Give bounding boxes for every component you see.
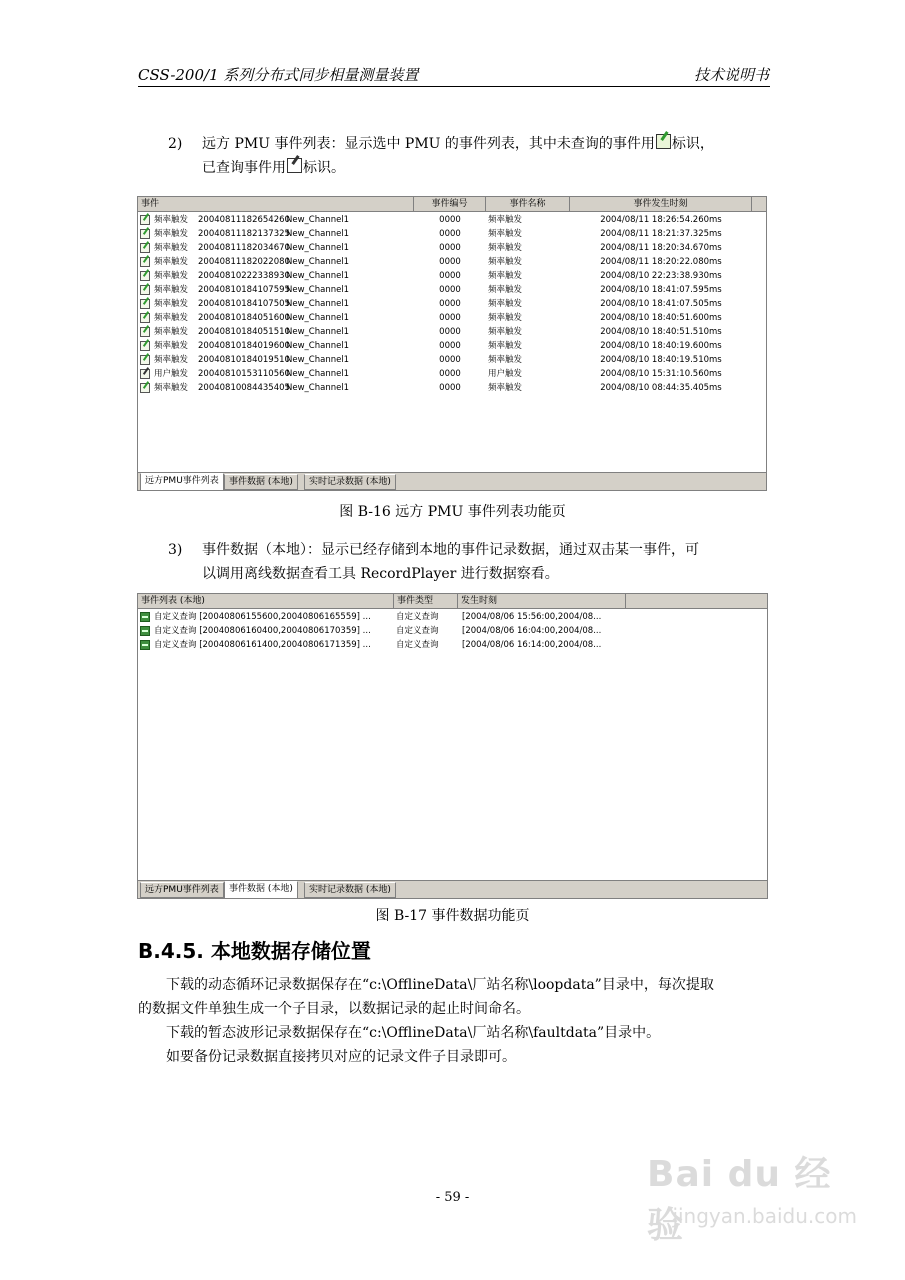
event-id-cell: 20040810184107595 (198, 285, 290, 295)
column-header-occur-time[interactable]: 发生时刻 (458, 594, 626, 608)
local-event-time-cell: [2004/08/06 16:04:00,2004/08... (462, 626, 602, 636)
unread-event-icon (140, 285, 150, 295)
event-channel-cell: New_Channel1 (286, 243, 350, 253)
event-type-cell: 频率触发 (154, 299, 189, 309)
event-channel-cell: New_Channel1 (286, 271, 350, 281)
event-time-cell: 2004/08/10 18:41:07.595ms (600, 285, 722, 295)
item2-number: 2) (168, 136, 183, 152)
event-name-cell: 频率触发 (488, 327, 523, 337)
event-type-cell: 频率触发 (154, 355, 189, 365)
event-code-cell: 0000 (439, 285, 461, 295)
event-list-row[interactable] (138, 381, 766, 395)
record-data-icon (140, 640, 150, 650)
event-type-cell: 频率触发 (154, 215, 189, 225)
event-channel-cell: New_Channel1 (286, 383, 350, 393)
event-type-cell: 频率触发 (154, 383, 189, 393)
header-rule (138, 86, 770, 87)
event-channel-cell: New_Channel1 (286, 313, 350, 323)
event-channel-cell: New_Channel1 (286, 285, 350, 295)
item3-text (202, 538, 772, 586)
event-name-cell: 频率触发 (488, 313, 523, 323)
section-p3: 如要备份记录数据直接拷贝对应的记录文件子目录即可。 (166, 1049, 516, 1065)
event-time-cell: 2004/08/10 15:31:10.560ms (600, 369, 722, 379)
local-event-name-cell: 自定义查询 [20040806160400,20040806170359] ... (154, 626, 371, 636)
unread-event-icon (140, 299, 150, 309)
event-id-cell: 20040810184019600 (198, 341, 290, 351)
event-list-row[interactable] (138, 353, 766, 367)
record-data-icon (140, 612, 150, 622)
local-event-time-cell: [2004/08/06 16:14:00,2004/08... (462, 640, 602, 650)
header-right-title: 技术说明书 (693, 66, 769, 84)
item3-line2: 以调用离线数据查看工具 RecordPlayer 进行数据察看。 (202, 566, 559, 582)
event-id-cell: 20040810084435405 (198, 383, 290, 393)
local-event-row[interactable] (138, 610, 767, 624)
local-event-row[interactable] (138, 624, 767, 638)
event-list-row[interactable] (138, 227, 766, 241)
event-list-row[interactable] (138, 255, 766, 269)
unread-event-icon (140, 341, 150, 351)
event-type-cell: 频率触发 (154, 271, 189, 281)
event-time-cell: 2004/08/10 18:40:19.510ms (600, 355, 722, 365)
item2-line1-b: 标识， (671, 136, 714, 152)
event-code-cell: 0000 (439, 243, 461, 253)
event-code-cell: 0000 (439, 313, 461, 323)
event-code-cell: 0000 (439, 299, 461, 309)
event-id-cell: 20040811182022080 (198, 257, 290, 267)
section-body (138, 973, 772, 1069)
fig16-tab-bar (138, 472, 766, 490)
event-list-row[interactable] (138, 311, 766, 325)
watermark-logo: Bai du 经验 (647, 1154, 832, 1246)
event-id-cell: 20040811182034670 (198, 243, 290, 253)
event-type-cell: 频率触发 (154, 285, 189, 295)
event-id-cell: 20040811182654260 (198, 215, 290, 225)
event-id-cell: 20040810184051600 (198, 313, 290, 323)
event-type-cell: 频率触发 (154, 313, 189, 323)
column-header-event-code[interactable]: 事件编号 (414, 197, 486, 211)
event-channel-cell: New_Channel1 (286, 355, 350, 365)
event-id-cell: 20040810184107505 (198, 299, 290, 309)
local-event-time-cell: [2004/08/06 15:56:00,2004/08... (462, 612, 602, 622)
event-name-cell: 频率触发 (488, 243, 523, 253)
unread-event-icon (140, 383, 150, 393)
unread-event-icon (140, 327, 150, 337)
remote-pmu-event-list-window (137, 196, 767, 491)
unread-event-icon (140, 355, 150, 365)
event-list-header (138, 197, 766, 212)
item2-line2-b: 标识。 (303, 160, 345, 176)
event-channel-cell: New_Channel1 (286, 327, 350, 337)
event-type-cell: 频率触发 (154, 341, 189, 351)
item3-line1: 事件数据（本地）：显示已经存储到本地的事件记录数据，通过双击某一事件，可 (202, 542, 699, 558)
section-title: B.4.5. 本地数据存储位置 (138, 939, 371, 963)
item2-line2-a: 已查询事件用 (202, 160, 286, 176)
figure-b17-caption: 图 B-17 事件数据功能页 (375, 908, 530, 924)
unread-event-icon (140, 313, 150, 323)
column-header-event-time[interactable]: 事件发生时刻 (570, 197, 752, 211)
event-code-cell: 0000 (439, 355, 461, 365)
unread-event-icon (140, 229, 150, 239)
item2-text (202, 132, 772, 180)
event-name-cell: 频率触发 (488, 229, 523, 239)
tab-event-data-local[interactable]: 事件数据 (本地) (224, 474, 298, 490)
local-event-type-cell: 自定义查询 (396, 612, 439, 622)
event-code-cell: 0000 (439, 341, 461, 351)
column-header-event-type[interactable]: 事件类型 (394, 594, 458, 608)
event-channel-cell: New_Channel1 (286, 369, 350, 379)
unread-event-icon (140, 243, 150, 253)
event-time-cell: 2004/08/10 18:40:19.600ms (600, 341, 722, 351)
event-name-cell: 频率触发 (488, 383, 523, 393)
event-list-row[interactable] (138, 367, 766, 381)
read-event-icon (140, 369, 150, 379)
local-event-data-window (137, 593, 768, 899)
event-name-cell: 频率触发 (488, 355, 523, 365)
event-time-cell: 2004/08/10 18:40:51.510ms (600, 327, 722, 337)
event-id-cell: 20040810153110560 (198, 369, 290, 379)
event-name-cell: 频率触发 (488, 271, 523, 281)
event-code-cell: 0000 (439, 257, 461, 267)
section-p2: 下载的暂态波形记录数据保存在“c:\OfflineData\厂站名称\faultdata”目录中。 (166, 1025, 661, 1041)
column-header-event-name[interactable]: 事件名称 (486, 197, 570, 211)
event-list-row[interactable] (138, 213, 766, 227)
event-name-cell: 频率触发 (488, 285, 523, 295)
event-name-cell: 频率触发 (488, 341, 523, 351)
tab-realtime-record-local[interactable]: 实时记录数据 (本地) (304, 882, 396, 898)
event-name-cell: 频率触发 (488, 299, 523, 309)
event-time-cell: 2004/08/11 18:20:34.670ms (600, 243, 722, 253)
event-code-cell: 0000 (439, 215, 461, 225)
event-name-cell: 频率触发 (488, 257, 523, 267)
watermark-url: jingyan.baidu.com (672, 1204, 857, 1228)
event-id-cell: 20040810222338930 (198, 271, 290, 281)
local-event-type-cell: 自定义查询 (396, 640, 439, 650)
section-p1-line1: 下载的动态循环记录数据保存在“c:\OfflineData\厂站名称\loopdata”目录中，每次提取 (166, 977, 714, 993)
event-time-cell: 2004/08/11 18:21:37.325ms (600, 229, 722, 239)
item2-line1-a: 远方 PMU 事件列表：显示选中 PMU 的事件列表，其中未查询的事件用 (202, 136, 655, 152)
event-name-cell: 频率触发 (488, 215, 523, 225)
event-channel-cell: New_Channel1 (286, 257, 350, 267)
tab-event-data-local[interactable]: 事件数据 (本地) (224, 881, 298, 898)
local-event-name-cell: 自定义查询 [20040806155600,20040806165559] ... (154, 612, 371, 622)
event-id-cell: 20040810184019510 (198, 355, 290, 365)
event-channel-cell: New_Channel1 (286, 229, 350, 239)
event-list-row[interactable] (138, 269, 766, 283)
local-event-row[interactable] (138, 638, 767, 652)
event-time-cell: 2004/08/10 18:41:07.505ms (600, 299, 722, 309)
event-list-row[interactable] (138, 325, 766, 339)
unread-event-icon (140, 271, 150, 281)
event-code-cell: 0000 (439, 369, 461, 379)
event-time-cell: 2004/08/10 22:23:38.930ms (600, 271, 722, 281)
event-type-cell: 频率触发 (154, 243, 189, 253)
unread-event-icon (656, 134, 671, 149)
event-type-cell: 频率触发 (154, 229, 189, 239)
event-channel-cell: New_Channel1 (286, 299, 350, 309)
section-p1-line2: 的数据文件单独生成一个子目录，以数据记录的起止时间命名。 (138, 1001, 530, 1017)
event-time-cell: 2004/08/10 08:44:35.405ms (600, 383, 722, 393)
event-name-cell: 用户触发 (488, 369, 523, 379)
unread-event-icon (140, 215, 150, 225)
event-code-cell: 0000 (439, 271, 461, 281)
event-time-cell: 2004/08/10 18:40:51.600ms (600, 313, 722, 323)
baidu-jingyan-watermark (647, 1146, 857, 1246)
event-type-cell: 频率触发 (154, 327, 189, 337)
event-code-cell: 0000 (439, 229, 461, 239)
event-list-row[interactable] (138, 241, 766, 255)
event-time-cell: 2004/08/11 18:26:54.260ms (600, 215, 722, 225)
local-event-type-cell: 自定义查询 (396, 626, 439, 636)
event-list-row[interactable] (138, 283, 766, 297)
figure-b16-caption: 图 B-16 远方 PMU 事件列表功能页 (339, 504, 566, 520)
event-list-row[interactable] (138, 297, 766, 311)
unread-event-icon (140, 257, 150, 267)
column-header-event[interactable]: 事件 (138, 197, 414, 211)
read-event-icon (287, 158, 302, 173)
header-left-title: CSS-200/1 系列分布式同步相量测量装置 (138, 66, 419, 84)
event-code-cell: 0000 (439, 327, 461, 337)
event-type-cell: 频率触发 (154, 257, 189, 267)
event-id-cell: 20040811182137325 (198, 229, 290, 239)
local-event-name-cell: 自定义查询 [20040806161400,20040806171359] ... (154, 640, 371, 650)
column-header-local-event-list[interactable]: 事件列表 (本地) (138, 594, 394, 608)
event-time-cell: 2004/08/11 18:20:22.080ms (600, 257, 722, 267)
event-channel-cell: New_Channel1 (286, 215, 350, 225)
record-data-icon (140, 626, 150, 636)
tab-remote-pmu-event-list[interactable]: 远方PMU事件列表 (140, 473, 224, 490)
local-event-list-header (138, 594, 767, 609)
tab-remote-pmu-event-list[interactable]: 远方PMU事件列表 (140, 882, 224, 898)
event-code-cell: 0000 (439, 383, 461, 393)
event-list-row[interactable] (138, 339, 766, 353)
item3-number: 3) (168, 542, 183, 558)
tab-realtime-record-local[interactable]: 实时记录数据 (本地) (304, 474, 396, 490)
event-channel-cell: New_Channel1 (286, 341, 350, 351)
fig17-tab-bar (138, 880, 767, 898)
page-number: - 59 - (435, 1190, 470, 1205)
event-type-cell: 用户触发 (154, 369, 189, 379)
event-id-cell: 20040810184051510 (198, 327, 290, 337)
